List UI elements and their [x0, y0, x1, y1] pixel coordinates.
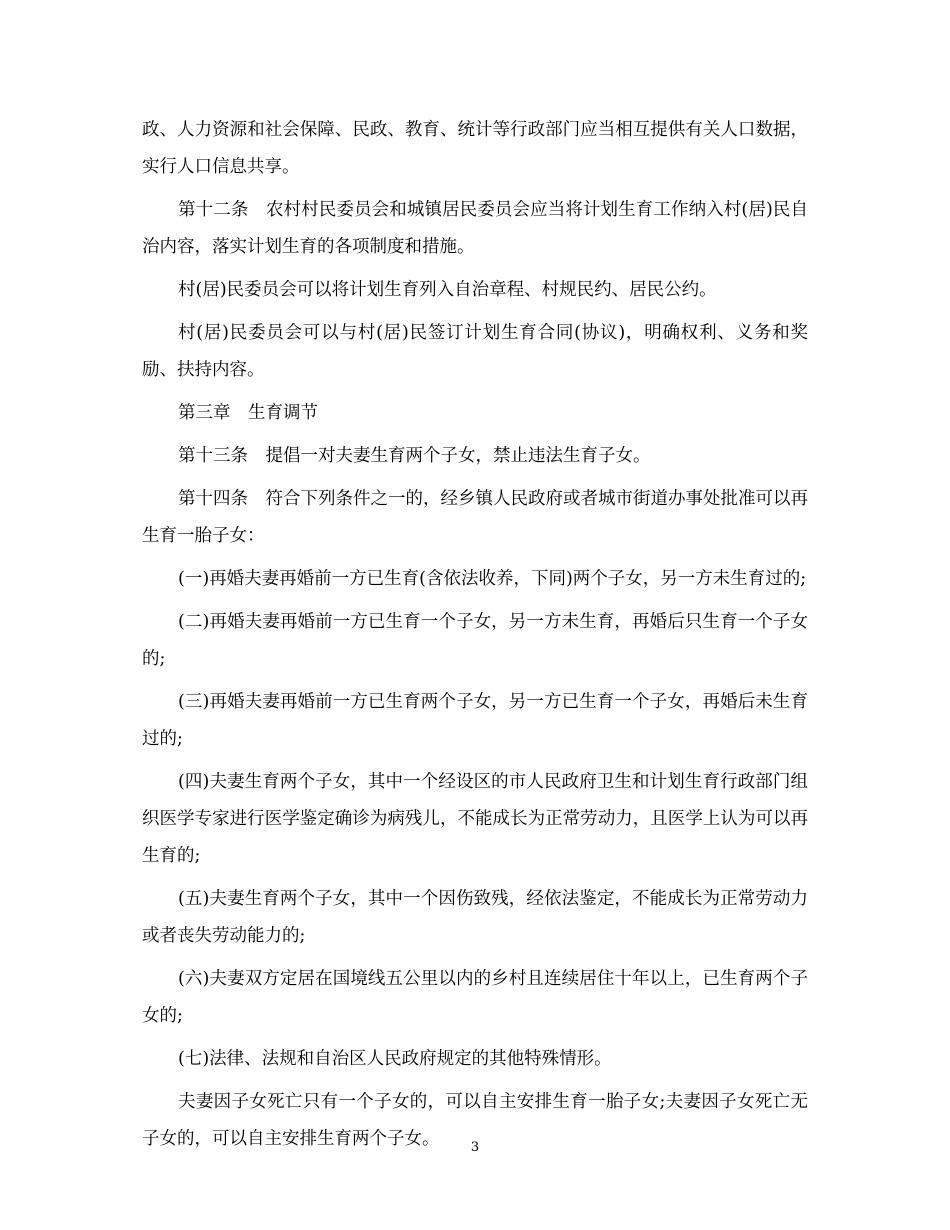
paragraph: 夫妻因子女死亡只有一个子女的，可以自主安排生育一胎子女;夫妻因子女死亡无子女的，可以自主安排生育两个子女。: [142, 1092, 808, 1149]
article-14-paragraph: 第十四条 符合下列条件之一的，经乡镇人民政府或者城市街道办事处批准可以再生育一胎子女：: [142, 489, 808, 546]
paragraph: 政、人力资源和社会保障、民政、教育、统计等行政部门应当相互提供有关人口数据，实行人口信息共享。: [142, 120, 808, 177]
list-item: (七)法律、法规和自治区人民政府规定的其他特殊情形。: [178, 1049, 612, 1069]
list-item: (六)夫妻双方定居在国境线五公里以内的乡村且连续居住十年以上，已生育两个子女的;: [142, 969, 808, 1026]
chapter-heading: 第三章 生育调节: [178, 403, 318, 423]
paragraph: 村(居)民委员会可以与村(居)民签订计划生育合同(协议)，明确权利、义务和奖励、扶持内容。: [142, 323, 808, 380]
list-item: (一)再婚夫妻再婚前一方已生育(含依法收养，下同)两个子女，另一方未生育过的;: [178, 569, 807, 589]
article-13-paragraph: 第十三条 提倡一对夫妻生育两个子女，禁止违法生育子女。: [178, 446, 651, 466]
page-number: 3: [470, 1140, 480, 1155]
list-item: (四)夫妻生育两个子女，其中一个经设区的市人民政府卫生和计划生育行政部门组织医学专家进行医学鉴定确诊为病残儿，不能成长为正常劳动力，且医学上认为可以再生育的;: [142, 772, 808, 866]
list-item: (五)夫妻生育两个子女，其中一个因伤致残，经依法鉴定，不能成长为正常劳动力或者丧失劳动能力的;: [142, 889, 808, 946]
paragraph: 村(居)民委员会可以将计划生育列入自治章程、村规民约、居民公约。: [178, 280, 717, 300]
list-item: (三)再婚夫妻再婚前一方已生育两个子女，另一方已生育一个子女，再婚后未生育过的;: [142, 692, 808, 749]
document-body: [142, 112, 808, 1164]
list-item: (二)再婚夫妻再婚前一方已生育一个子女，另一方未生育，再婚后只生育一个子女的;: [142, 612, 808, 669]
article-12-paragraph: 第十二条 农村村民委员会和城镇居民委员会应当将计划生育工作纳入村(居)民自治内容，落实计划生育的各项制度和措施。: [142, 200, 808, 257]
